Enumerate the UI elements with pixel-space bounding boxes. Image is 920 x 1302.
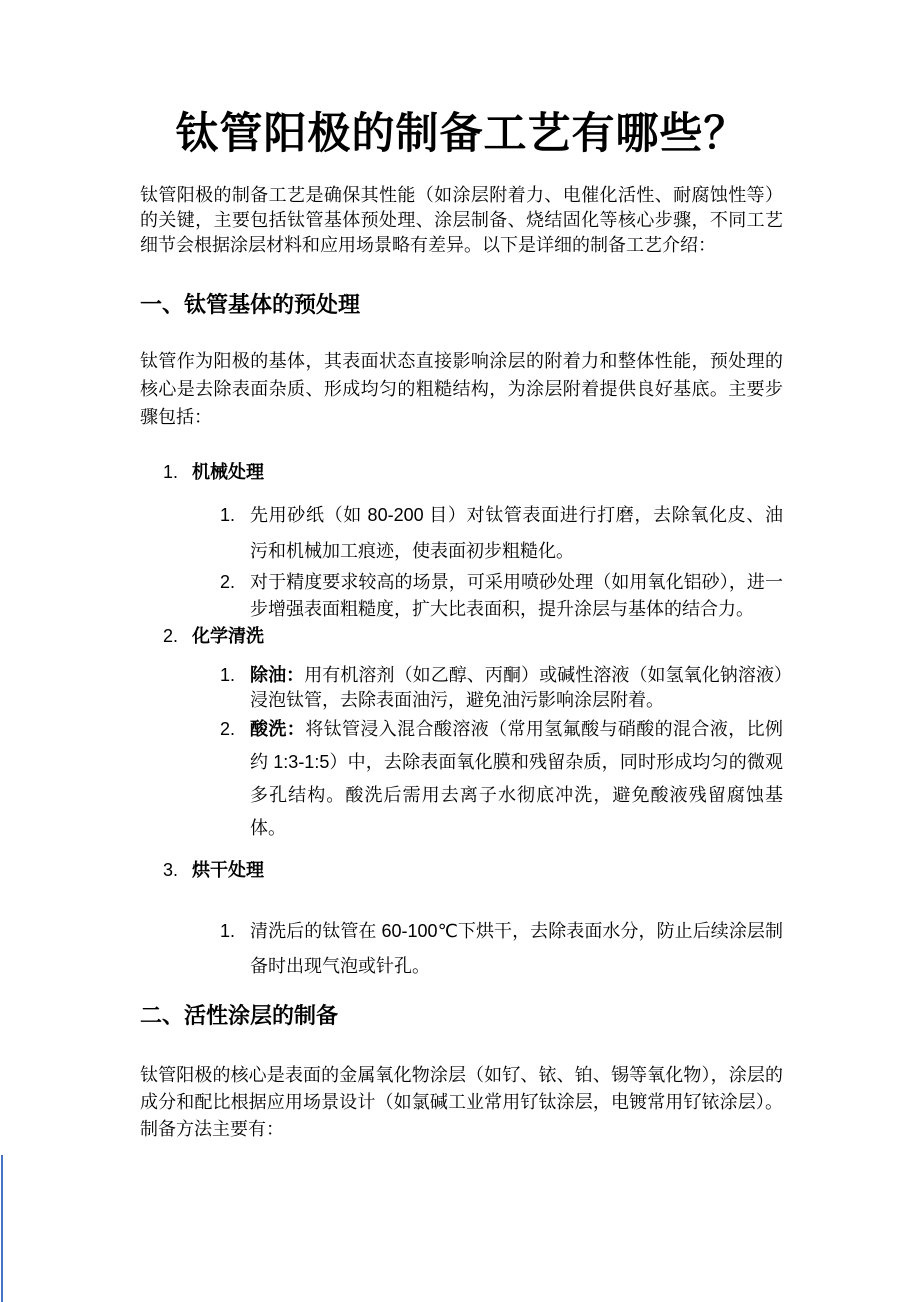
substep-number: 1. <box>220 921 236 941</box>
section-2-paragraph: 钛管阳极的核心是表面的金属氧化物涂层（如钌、铱、铂、锡等氧化物），涂层的成分和配比根据应用场景设计（如氯碱工业常用钌钛涂层，电镀常用钌铱涂层）。制备方法主要有： <box>140 1065 783 1139</box>
substep-number: 2. <box>220 719 236 739</box>
left-edge-accent-line <box>1 1155 3 1302</box>
step-number: 3. <box>163 860 179 880</box>
substep-item-3-1 <box>140 914 783 984</box>
section-1-heading: 一、钛管基体的预处理 <box>140 292 361 317</box>
step-item-2 <box>140 623 783 649</box>
step-label: 化学清洗 <box>192 626 264 646</box>
substep-item-2-1 <box>140 663 783 713</box>
substep-item-2-2 <box>140 713 783 845</box>
substep-term: 酸洗： <box>250 719 306 739</box>
substep-number: 1. <box>220 665 236 685</box>
section-2-heading: 二、活性涂层的制备 <box>140 1003 339 1028</box>
step-number: 1. <box>163 462 179 482</box>
intro-paragraph: 钛管阳极的制备工艺是确保其性能（如涂层附着力、电催化活性、耐腐蚀性等）的关键，主要包括钛管基体预处理、涂层制备、烧结固化等核心步骤，不同工艺细节会根据涂层材料和应用场景略有差异。以下是详细的制备工艺介绍： <box>140 185 783 255</box>
step-item-1 <box>140 459 783 485</box>
step-label: 机械处理 <box>192 462 264 482</box>
document-content <box>140 0 783 1143</box>
substep-text: 用有机溶剂（如乙醇、丙酮）或碱性溶液（如氢氧化钠溶液）浸泡钛管，去除表面油污，避免油污影响涂层附着。 <box>250 665 784 710</box>
step-number: 2. <box>163 626 179 646</box>
substep-text: 先用砂纸（如 80-200 目）对钛管表面进行打磨，去除氧化皮、油污和机械加工痕迹，使表面初步粗糙化。 <box>250 505 783 561</box>
substep-text: 对于精度要求较高的场景，可采用喷砂处理（如用氧化铝砂），进一步增强表面粗糙度，扩大比表面积，提升涂层与基体的结合力。 <box>250 572 783 619</box>
step-list <box>140 459 783 984</box>
substep-term: 除油： <box>250 665 305 685</box>
substep-number: 1. <box>220 505 236 525</box>
substep-item-1-2 <box>140 569 783 623</box>
step-label: 烘干处理 <box>192 860 264 880</box>
substep-text: 清洗后的钛管在 60-100℃下烘干，去除表面水分，防止后续涂层制备时出现气泡或针孔。 <box>250 921 783 976</box>
substep-number: 2. <box>220 572 236 592</box>
step-item-3 <box>140 857 783 883</box>
section-1-paragraph: 钛管作为阳极的基体，其表面状态直接影响涂层的附着力和整体性能，预处理的核心是去除表面杂质、形成均匀的粗糙结构，为涂层附着提供良好基底。主要步骤包括： <box>140 351 783 427</box>
page-title: 钛管阳极的制备工艺有哪些？ <box>175 110 748 158</box>
substep-item-1-1 <box>140 497 783 569</box>
substep-text: 将钛管浸入混合酸溶液（常用氢氟酸与硝酸的混合液，比例约 1:3-1:5）中，去除表面氧化膜和残留杂质，同时形成均匀的微观多孔结构。酸洗后需用去离子水彻底冲洗，避免酸液残留腐蚀基体。 <box>250 719 784 838</box>
